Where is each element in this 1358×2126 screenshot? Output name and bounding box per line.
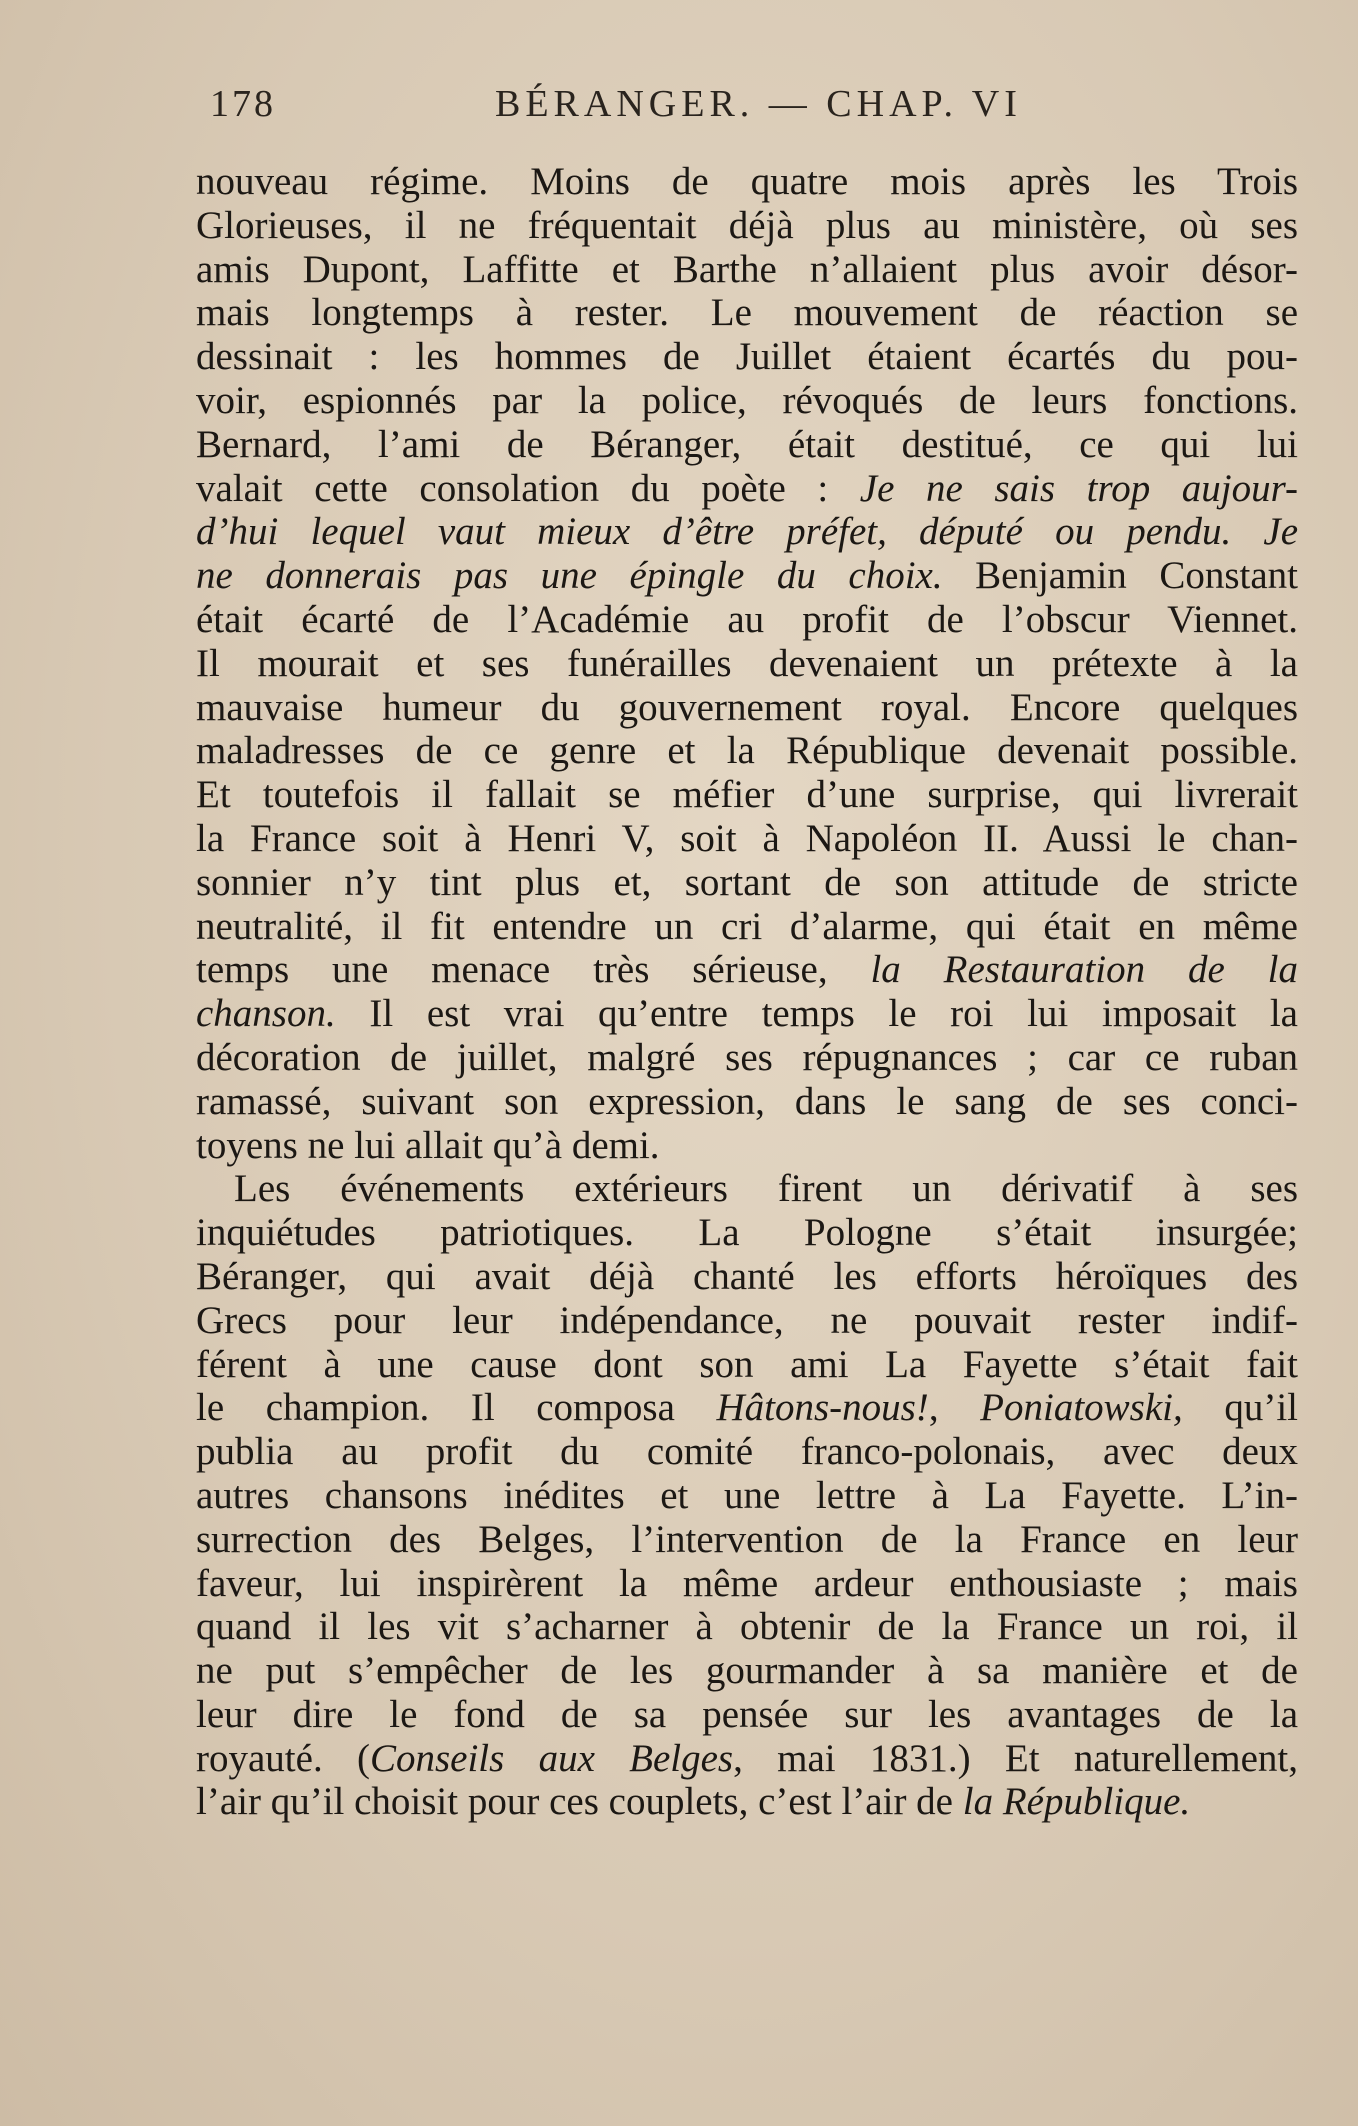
text-segment: neutralité, il fit entendre un cri d’alarme, qui était en même — [196, 904, 1298, 948]
text-segment: surrection des Belges, l’intervention de la France en leur — [196, 1517, 1298, 1561]
text-line — [196, 467, 1298, 511]
text-segment: était écarté de l’Académie au profit de l’obscur Viennet. — [196, 597, 1298, 641]
text-segment: Glorieuses, il ne fréquentait déjà plus au ministère, où ses — [196, 203, 1298, 247]
text-segment: le champion. Il composa — [196, 1386, 717, 1430]
text-segment: temps une menace très sérieuse, — [196, 948, 871, 992]
text-segment: faveur, lui inspirèrent la même ardeur enthousiaste ; mais — [196, 1561, 1298, 1605]
text-line — [196, 1080, 1298, 1124]
text-line — [196, 729, 1298, 773]
text-line — [196, 1780, 1298, 1824]
text-segment: Les événements extérieurs firent un dérivatif à ses — [234, 1167, 1298, 1211]
text-line — [196, 248, 1298, 292]
page-number: 178 — [210, 83, 276, 125]
text-line — [196, 1299, 1298, 1343]
text-segment: nouveau régime. Moins de quatre mois après les Trois — [196, 160, 1298, 203]
text-segment: publia au profit du comité franco-polonais, avec deux — [196, 1430, 1298, 1474]
text-line — [196, 291, 1298, 335]
text-line — [196, 948, 1298, 992]
text-line — [196, 423, 1298, 467]
text-segment: toyens ne lui allait qu’à demi. — [196, 1123, 660, 1167]
text-line — [196, 510, 1298, 554]
text-segment: Il est vrai qu’entre temps le roi lui imposait la — [335, 992, 1298, 1036]
text-segment: , mai 1831.) Et naturellement, — [733, 1736, 1298, 1780]
text-line — [196, 379, 1298, 423]
italic-text: la Restauration de la — [870, 948, 1298, 992]
text-segment: Béranger, qui avait déjà chanté les efforts héroïques des — [196, 1254, 1298, 1298]
text-segment: mais longtemps à rester. Le mouvement de réaction se — [196, 291, 1298, 335]
text-segment: Benjamin Constant — [942, 554, 1299, 598]
text-line — [196, 598, 1298, 642]
text-segment: voir, espionnés par la police, révoqués de leurs fonctions. — [196, 378, 1298, 422]
text-line — [196, 554, 1298, 598]
text-segment: Bernard, l’ami de Béranger, était destitué, ce qui lui — [196, 422, 1298, 466]
italic-text: Hâtons-nous! — [716, 1386, 929, 1430]
text-line — [196, 1737, 1298, 1781]
text-segment: , — [928, 1386, 981, 1430]
body-text — [196, 160, 1298, 1824]
text-line — [196, 1605, 1298, 1649]
italic-text: chanson. — [196, 992, 336, 1036]
italic-text: ne donnerais pas une épingle du choix. — [196, 554, 943, 598]
text-line — [196, 1386, 1298, 1430]
text-line — [196, 335, 1298, 379]
text-segment: férent à une cause dont son ami La Fayette s’était fait — [196, 1342, 1298, 1386]
text-line — [196, 773, 1298, 817]
text-segment: dessinait : les hommes de Juillet étaient écartés du pou- — [196, 335, 1298, 379]
text-segment: autres chansons inédites et une lettre à La Fayette. L’in- — [196, 1473, 1298, 1517]
text-line — [196, 992, 1298, 1036]
text-segment: qu’il — [1182, 1386, 1298, 1430]
text-segment: sonnier n’y tint plus et, sortant de son attitude de stricte — [196, 860, 1298, 904]
text-line — [196, 905, 1298, 949]
text-segment: Il mourait et ses funérailles devenaient un prétexte à la — [196, 641, 1298, 685]
text-line — [196, 204, 1298, 248]
text-segment: royauté. ( — [196, 1736, 370, 1780]
running-head — [210, 82, 1310, 132]
text-line — [196, 1124, 1298, 1168]
italic-text: la République. — [962, 1780, 1191, 1824]
text-segment: leur dire le fond de sa pensée sur les avantages de la — [196, 1692, 1298, 1736]
running-title: BÉRANGER. — CHAP. VI — [495, 83, 1022, 125]
text-segment: Grecs pour leur indépendance, ne pouvait rester indif- — [196, 1298, 1298, 1342]
text-line — [196, 686, 1298, 730]
text-line — [196, 1518, 1298, 1562]
text-line — [196, 1562, 1298, 1606]
text-line — [196, 642, 1298, 686]
text-line — [196, 1036, 1298, 1080]
text-segment: quand il les vit s’acharner à obtenir de la France un roi, il — [196, 1605, 1298, 1649]
text-segment: valait cette consolation du poète : — [196, 466, 860, 510]
text-line — [196, 1474, 1298, 1518]
text-line — [196, 1167, 1298, 1211]
text-line — [196, 861, 1298, 905]
text-segment: ne put s’empêcher de les gourmander à sa manière et de — [196, 1649, 1298, 1693]
italic-text: Conseils aux Belges — [369, 1736, 734, 1780]
italic-text: Poniatowski, — [980, 1386, 1183, 1430]
text-line — [196, 817, 1298, 861]
text-line — [196, 1255, 1298, 1299]
text-line — [196, 1343, 1298, 1387]
text-segment: ramassé, suivant son expression, dans le sang de ses conci- — [196, 1079, 1298, 1123]
text-segment: amis Dupont, Laffitte et Barthe n’allaient plus avoir désor- — [196, 247, 1298, 291]
text-line — [196, 1649, 1298, 1693]
text-segment: l’air qu’il choisit pour ces couplets, c’est l’air de — [196, 1780, 963, 1824]
text-segment: inquiétudes patriotiques. La Pologne s’était insurgée; — [196, 1211, 1298, 1255]
text-segment: maladresses de ce genre et la République devenait possible. — [196, 729, 1298, 773]
text-segment: décoration de juillet, malgré ses répugnances ; car ce ruban — [196, 1035, 1298, 1079]
italic-text: d’hui lequel vaut mieux d’être préfet, député ou pendu. Je — [196, 510, 1298, 554]
text-segment: la France soit à Henri V, soit à Napoléon II. Aussi le chan- — [196, 816, 1298, 860]
text-line — [196, 1430, 1298, 1474]
italic-text: Je ne sais trop aujour- — [859, 466, 1299, 510]
text-line — [196, 1693, 1298, 1737]
text-segment: mauvaise humeur du gouvernement royal. Encore quelques — [196, 685, 1298, 729]
text-line — [196, 1211, 1298, 1255]
text-segment: Et toutefois il fallait se méfier d’une surprise, qui livrerait — [196, 773, 1298, 817]
text-line — [196, 160, 1298, 204]
